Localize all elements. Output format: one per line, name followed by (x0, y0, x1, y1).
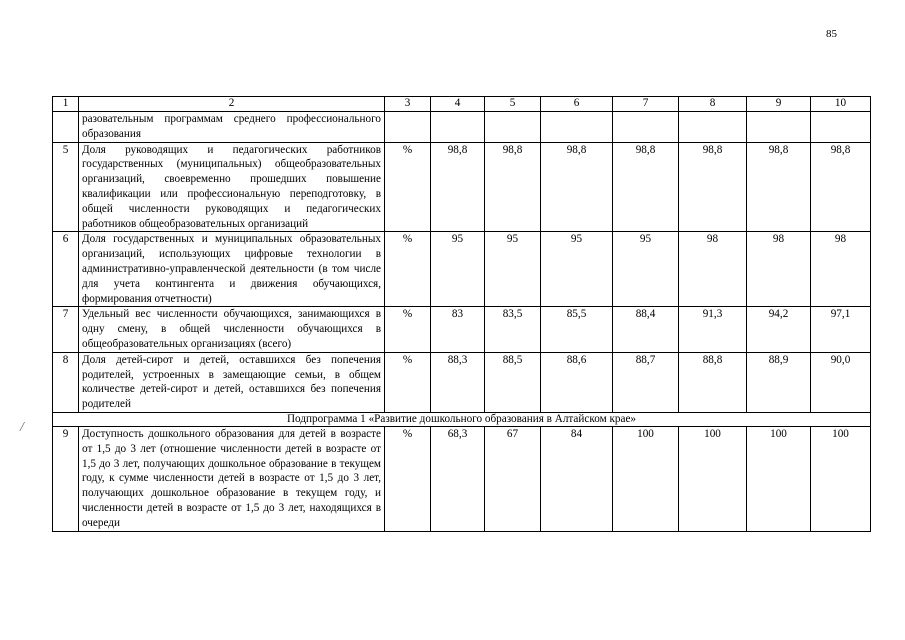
value-cell: 98,8 (811, 142, 871, 232)
column-header: 8 (679, 97, 747, 112)
value-cell (679, 112, 747, 143)
value-cell: 88,4 (613, 307, 679, 352)
row-number: 7 (53, 307, 79, 352)
unit-cell (385, 112, 431, 143)
margin-pencil-mark: / (20, 420, 24, 435)
value-cell (485, 112, 541, 143)
value-cell (747, 112, 811, 143)
value-cell (613, 112, 679, 143)
table-row (53, 307, 871, 352)
value-cell: 85,5 (541, 307, 613, 352)
indicator-description: Доля государственных и муниципальных образовательных организаций, использующих цифровые технологии в административно-управленческой деятельности (в том числе для учета контингента и движения обучающихся, формирования отчетности) (79, 232, 385, 307)
subprogram-row (53, 412, 871, 426)
row-number (53, 112, 79, 143)
value-cell: 88,5 (485, 352, 541, 412)
value-cell: 98,8 (613, 142, 679, 232)
value-cell: 98,8 (747, 142, 811, 232)
column-header: 1 (53, 97, 79, 112)
value-cell: 98 (747, 232, 811, 307)
table-row (53, 426, 871, 531)
value-cell: 95 (431, 232, 485, 307)
value-cell: 95 (541, 232, 613, 307)
value-cell: 95 (485, 232, 541, 307)
column-header: 9 (747, 97, 811, 112)
value-cell: 98,8 (541, 142, 613, 232)
value-cell: 100 (811, 426, 871, 531)
value-cell: 100 (747, 426, 811, 531)
table-row-continuation (53, 112, 871, 143)
value-cell (541, 112, 613, 143)
indicator-description: Доступность дошкольного образования для детей в возрасте от 1,5 до 3 лет (отношение численности детей в возрасте от 1,5 до 3 лет, получающих дошкольное образование в текущем году, к сумме численности детей в возрасте от 1,5 до 3 лет, получающих дошкольное образование в текущем году, и численности детей в возрасте от 1,5 до 3 лет, находящихся в очереди (79, 426, 385, 531)
indicator-description: Доля руководящих и педагогических работников государственных (муниципальных) общеобразовательных организаций, своевременно прошедших повышение квалификации или профессиональную переподготовку, в общей численности руководящих и педагогических работников общеобразовательных организаций (79, 142, 385, 232)
indicator-rows-group (53, 142, 871, 412)
column-header: 5 (485, 97, 541, 112)
unit-cell: % (385, 307, 431, 352)
column-header: 3 (385, 97, 431, 112)
unit-cell: % (385, 352, 431, 412)
value-cell: 91,3 (679, 307, 747, 352)
indicator-description: Доля детей-сирот и детей, оставшихся без попечения родителей, устроенных в замещающие семьи, в общем количестве детей-сирот и детей, оставшихся без попечения родителей (79, 352, 385, 412)
value-cell: 88,9 (747, 352, 811, 412)
value-cell: 88,6 (541, 352, 613, 412)
value-cell: 88,8 (679, 352, 747, 412)
value-cell: 95 (613, 232, 679, 307)
value-cell: 90,0 (811, 352, 871, 412)
row-number: 8 (53, 352, 79, 412)
value-cell (431, 112, 485, 143)
column-header: 2 (79, 97, 385, 112)
table-row (53, 142, 871, 232)
table-row (53, 232, 871, 307)
value-cell: 97,1 (811, 307, 871, 352)
unit-cell: % (385, 426, 431, 531)
subprogram-indicator-rows (53, 426, 871, 531)
value-cell: 88,7 (613, 352, 679, 412)
value-cell: 94,2 (747, 307, 811, 352)
value-cell: 98,8 (431, 142, 485, 232)
indicators-table (52, 96, 871, 532)
value-cell: 84 (541, 426, 613, 531)
unit-cell: % (385, 142, 431, 232)
value-cell: 67 (485, 426, 541, 531)
indicator-description: Удельный вес численности обучающихся, занимающихся в одну смену, в общей численности обучающихся в общеобразовательных организациях (всего) (79, 307, 385, 352)
indicator-description: разовательным программам среднего профессионального образования (79, 112, 385, 143)
value-cell: 98 (679, 232, 747, 307)
unit-cell: % (385, 232, 431, 307)
row-number: 5 (53, 142, 79, 232)
value-cell (811, 112, 871, 143)
value-cell: 100 (613, 426, 679, 531)
column-number-row (53, 97, 871, 112)
value-cell: 98,8 (679, 142, 747, 232)
value-cell: 100 (679, 426, 747, 531)
column-header: 7 (613, 97, 679, 112)
value-cell: 83,5 (485, 307, 541, 352)
value-cell: 83 (431, 307, 485, 352)
value-cell: 98,8 (485, 142, 541, 232)
column-header: 6 (541, 97, 613, 112)
value-cell: 88,3 (431, 352, 485, 412)
value-cell: 68,3 (431, 426, 485, 531)
row-number: 9 (53, 426, 79, 531)
subprogram-title: Подпрограмма 1 «Развитие дошкольного образования в Алтайском крае» (53, 412, 871, 426)
page-number: 85 (826, 28, 837, 40)
column-header: 10 (811, 97, 871, 112)
table-row (53, 352, 871, 412)
row-number: 6 (53, 232, 79, 307)
column-header: 4 (431, 97, 485, 112)
value-cell: 98 (811, 232, 871, 307)
